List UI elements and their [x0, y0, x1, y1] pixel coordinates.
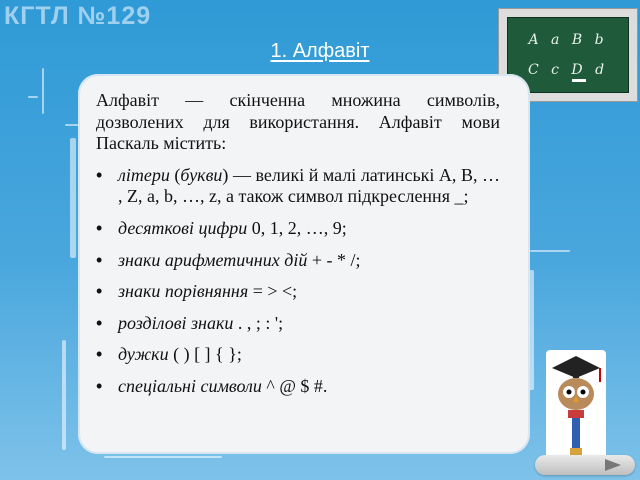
decor-stripe	[70, 138, 76, 258]
list-item	[96, 344, 500, 366]
list-item	[96, 250, 500, 272]
item-text: — великі й малі латинські A, B, … , Z, a, b, …, z, а також символ підкреслення _;	[118, 164, 500, 207]
list-item	[96, 281, 500, 303]
decor-stripe	[62, 340, 66, 450]
decor-stripe	[28, 96, 38, 98]
next-slide-button[interactable]	[535, 455, 635, 475]
chalkboard-line-1: A a B b	[528, 32, 608, 48]
list-item	[96, 313, 500, 335]
term-arithmetic: знаки арифметичних дій	[118, 249, 308, 270]
list-item	[96, 165, 500, 208]
content-area	[96, 90, 500, 408]
item-text: 0, 1, 2, …, 9;	[247, 217, 347, 238]
term-letters: літери	[118, 164, 170, 185]
term-comparison: знаки порівняння	[118, 281, 249, 302]
owl-mascot-icon	[546, 350, 606, 460]
decor-stripe	[42, 68, 44, 114]
slide-title: 1. Алфавіт	[270, 40, 370, 62]
term-digits: десяткові цифри	[118, 217, 248, 238]
decor-stripe	[104, 456, 222, 458]
chalk-piece	[572, 79, 586, 82]
intro-text: Алфавіт — скінченна множина символів, дозволених для використання. Алфавіт мови Паскаль містить:	[96, 90, 500, 154]
term-punctuation: розділові знаки	[118, 312, 234, 333]
item-text: ( ) [ ] { };	[168, 344, 242, 365]
chalkboard-line-2: C c D d	[527, 62, 609, 78]
term-paren-open: (	[169, 164, 181, 185]
term-letters-alt: букви	[180, 164, 223, 185]
term-paren-close: )	[222, 164, 229, 185]
item-text: = > <;	[248, 281, 298, 302]
decor-stripe	[530, 250, 570, 252]
item-text: + - * /;	[307, 249, 361, 270]
term-special: спеціальні символи	[118, 375, 262, 396]
owl-mascot-graphic	[546, 350, 606, 460]
item-text: ^ @ $ #.	[261, 375, 328, 396]
school-name: КГТЛ №129	[4, 2, 152, 30]
list-item	[96, 218, 500, 240]
item-text: . , ; : ';	[233, 312, 284, 333]
next-arrow-icon	[535, 455, 635, 475]
term-brackets: дужки	[118, 344, 169, 365]
alphabet-list	[96, 165, 500, 398]
list-item	[96, 376, 500, 398]
